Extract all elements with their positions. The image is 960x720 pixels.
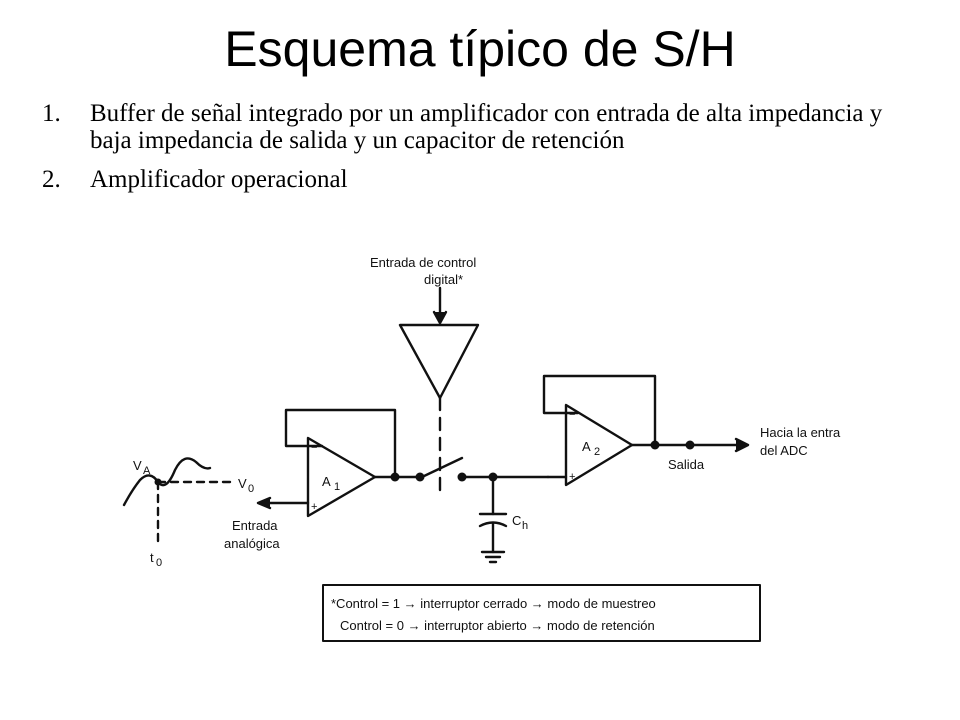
control-note-line-1: *Control = 1 → interruptor cerrado → modo de muestreo bbox=[331, 596, 656, 611]
list-item-number: 1. bbox=[42, 100, 61, 127]
output-label: Salida bbox=[668, 457, 705, 472]
a2-feedback bbox=[544, 376, 655, 445]
control-input-label-2: digital* bbox=[424, 272, 464, 287]
control-input-label-1: Entrada de control bbox=[370, 255, 477, 270]
signal-va-label: V bbox=[133, 458, 142, 473]
analog-input-label-1: Entrada bbox=[232, 518, 278, 533]
amp1-sub: 1 bbox=[334, 481, 341, 493]
svg-text:+: + bbox=[311, 501, 318, 513]
list-item-text: Amplificador operacional bbox=[90, 166, 348, 193]
svg-text:−: − bbox=[311, 442, 318, 454]
svg-text:−: − bbox=[569, 409, 576, 421]
to-adc-label-1: Hacia la entra bbox=[760, 425, 841, 440]
signal-to-sub: 0 bbox=[156, 557, 163, 569]
op-amp-a2 bbox=[566, 405, 632, 485]
amp2-label: A bbox=[582, 439, 591, 454]
a1-feedback bbox=[286, 410, 395, 477]
analog-input-label-2: analógica bbox=[224, 536, 280, 551]
signal-vo-label: V bbox=[238, 476, 247, 491]
svg-text:+: + bbox=[569, 471, 576, 483]
capacitor-label: C bbox=[512, 513, 522, 528]
signal-vo-sub: 0 bbox=[248, 483, 255, 495]
op-amp-a1 bbox=[308, 438, 375, 516]
list-item-number: 2. bbox=[42, 166, 61, 193]
slide-title: Esquema típico de S/H bbox=[224, 21, 736, 77]
signal-va-sub: A bbox=[143, 465, 151, 477]
to-adc-label-2: del ADC bbox=[760, 443, 808, 458]
list-item-text: Buffer de señal integrado por un amplificador con entrada de alta impedancia y baja impedancia de salida y un capacitor de retención bbox=[90, 100, 883, 154]
junction-dots bbox=[155, 441, 695, 486]
signal-to-label: t bbox=[150, 550, 154, 565]
control-note-line-2: Control = 0 → interruptor abierto → modo de retención bbox=[340, 618, 655, 633]
amp1-label: A bbox=[322, 474, 331, 489]
amp2-sub: 2 bbox=[594, 446, 601, 458]
capacitor-sub: h bbox=[522, 520, 529, 532]
sampling-switch bbox=[422, 458, 462, 477]
control-buffer bbox=[400, 325, 478, 398]
